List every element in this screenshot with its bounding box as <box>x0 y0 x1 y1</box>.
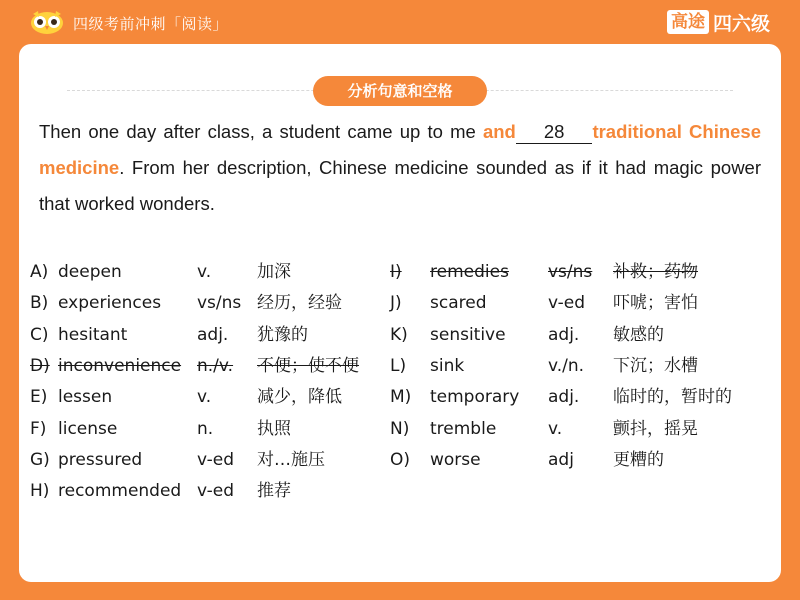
passage-text-2: . From her description, Chinese medicine sounded as if it had magic power that worked wonders. <box>39 157 761 214</box>
top-bar <box>0 0 800 44</box>
option-word: tremble <box>430 418 497 439</box>
option-meaning: 敏感的 <box>613 324 664 345</box>
option-meaning: 更糟的 <box>613 449 664 470</box>
option-word: hesitant <box>58 324 128 345</box>
option-pos: n. <box>197 418 214 439</box>
option-pos: v. <box>197 387 212 408</box>
option-letter: C) <box>30 324 49 345</box>
brand-box: 高途 <box>667 10 709 34</box>
option-word: remedies <box>430 262 509 282</box>
option-letter: B) <box>30 293 49 314</box>
option-meaning: 对…施压 <box>257 449 325 470</box>
option-word: sink <box>430 355 465 376</box>
option-pos: v./n. <box>548 355 585 376</box>
option-pos: adj <box>548 449 574 470</box>
option-meaning: 不便；使不便 <box>257 355 359 376</box>
option-word: lessen <box>58 387 113 408</box>
option-meaning: 减少，降低 <box>257 387 342 408</box>
header-title: 四级考前冲刺「阅读」 <box>73 15 229 33</box>
option-meaning: 犹豫的 <box>257 324 308 345</box>
passage <box>39 114 761 222</box>
option-letter: L) <box>390 355 407 376</box>
option-word: pressured <box>58 449 143 470</box>
option-letter: M) <box>390 387 412 408</box>
option-letter: O) <box>390 449 411 470</box>
option-pos: adj. <box>548 324 580 345</box>
passage-highlight-1: and <box>482 121 516 142</box>
option-letter: J) <box>390 293 402 314</box>
option-word: deepen <box>58 262 122 282</box>
option-letter: F) <box>30 418 47 439</box>
option-pos: v-ed <box>197 449 234 470</box>
option-letter: I) <box>390 262 402 282</box>
passage-text-1: Then one day after class, a student came up to me <box>39 121 483 142</box>
option-pos: v-ed <box>548 293 585 314</box>
option-pos: v. <box>197 262 212 282</box>
option-pos: v-ed <box>197 481 234 502</box>
option-meaning: 下沉；水槽 <box>613 355 698 376</box>
option-word: recommended <box>58 481 182 502</box>
option-meaning: 补救；药物 <box>613 262 698 282</box>
option-pos: vs/ns <box>548 262 593 282</box>
option-pos: v. <box>548 418 563 439</box>
option-meaning: 颤抖，摇晃 <box>613 418 698 439</box>
option-word: inconvenience <box>58 355 182 376</box>
section-pill: 分析句意和空格 <box>313 76 487 106</box>
option-word: worse <box>430 449 481 470</box>
option-meaning: 执照 <box>257 418 291 439</box>
option-pos: adj. <box>197 324 229 345</box>
content-card <box>19 44 781 582</box>
option-pos: adj. <box>548 387 580 408</box>
option-meaning: 吓唬；害怕 <box>613 293 698 314</box>
option-letter: H) <box>30 481 50 502</box>
brand-text: 四六级 <box>712 12 770 35</box>
option-word: experiences <box>58 293 162 314</box>
option-letter: D) <box>30 355 50 376</box>
option-meaning: 推荐 <box>257 481 291 502</box>
option-word: scared <box>430 293 487 314</box>
option-pos: vs/ns <box>197 293 242 314</box>
brand-logo <box>667 9 770 35</box>
owl-logo-icon <box>30 9 64 35</box>
option-meaning: 加深 <box>257 262 291 282</box>
option-letter: K) <box>390 324 408 345</box>
option-letter: E) <box>30 387 48 408</box>
option-meaning: 经历，经验 <box>257 293 342 314</box>
blank-28: 28 <box>516 121 593 144</box>
option-meaning: 临时的，暂时的 <box>613 387 732 408</box>
option-letter: A) <box>30 262 49 282</box>
option-word: license <box>58 418 118 439</box>
option-pos: n./v. <box>197 355 234 376</box>
option-letter: G) <box>30 449 50 470</box>
option-word: temporary <box>430 387 520 408</box>
passage-highlight-2: traditional Chinese medicine <box>39 121 761 178</box>
option-letter: N) <box>390 418 410 439</box>
option-word: sensitive <box>430 324 506 345</box>
